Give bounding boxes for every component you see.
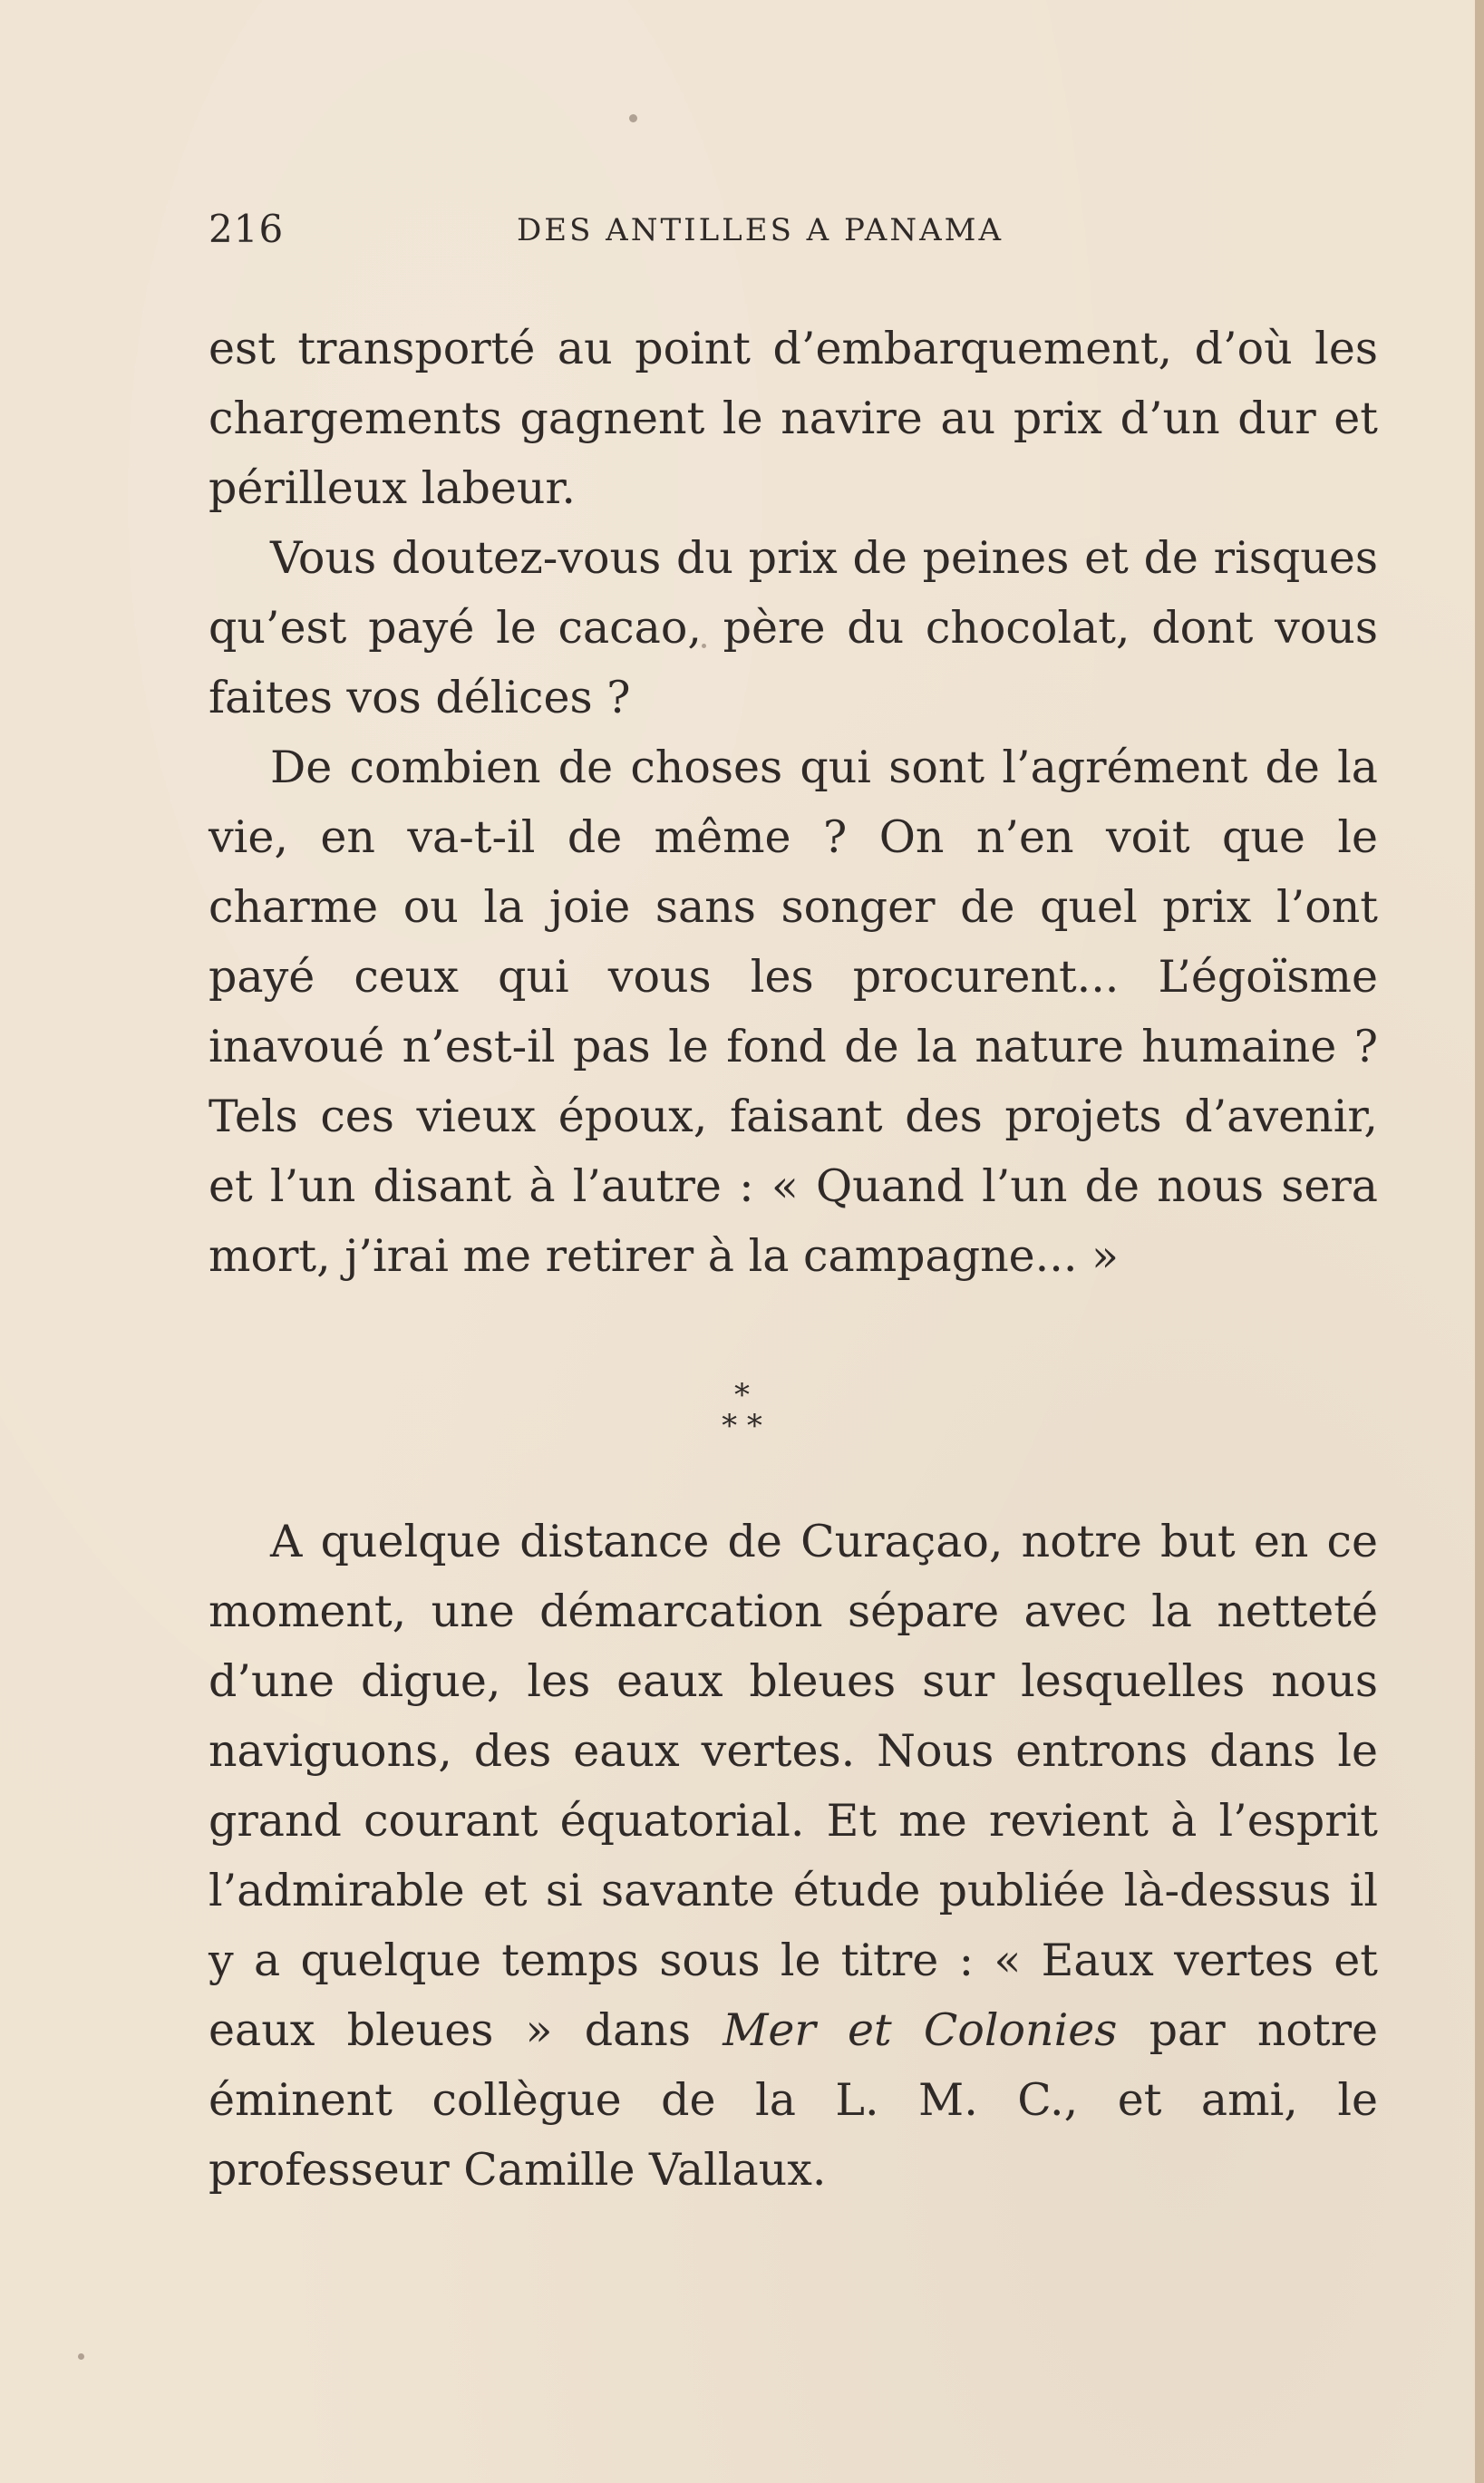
running-title: DES ANTILLES A PANAMA	[517, 212, 1004, 248]
page-edge	[1475, 0, 1484, 2483]
separator-asterisks-bottom: * *	[722, 1408, 762, 1444]
paragraph-egoisme: De combien de choses qui sont l’agrément de la vie, en va-t-il de même ? On n’en voit que le charme ou la joie sans songer de quel prix l’ont payé ceux qui vous les procurent... L’égoïsme inavoué n’est-il pas le fond de la nature humaine ? Tels ces vieux époux, faisant des projets d’avenir, et l’un disant à l’autre : « Quand l’un de nous sera mort, j’irai me retirer à la campagne... »	[209, 742, 1378, 1282]
text-block-bottom	[209, 1507, 1378, 2205]
paragraph-continuation: est transporté au point d’embarquement, d’où les chargements gagnent le navire au prix d’un dur et périlleux labeur.	[209, 323, 1378, 514]
page-number: 216	[209, 207, 285, 251]
paragraph-text-end: par notre éminent collègue de la L. M. C., et ami, le professeur Camille Vallaux.	[209, 2004, 1378, 2196]
separator-asterisk-top: *	[734, 1377, 750, 1413]
paper-speck	[78, 2353, 84, 2360]
paragraph-text: A quelque distance de Curaçao, notre but en ce moment, une démarcation sépare avec la netteté d’une digue, les eaux bleues sur lesquelles nous naviguons, des eaux vertes. Nous entrons dans le grand courant équatorial. Et me revient à l’esprit l’admirable et si savante étude publiée là-dessus il y a quelque temps sous le titre : « Eaux vertes et eaux bleues » dans	[209, 1516, 1378, 2056]
paragraph-cacao: Vous doutez-vous du prix de peines et de risques qu’est payé le cacao, père du chocolat, dont vous faites vos délices ?	[209, 532, 1378, 723]
paragraph-curacao	[209, 1507, 1378, 2205]
page-header	[209, 207, 1378, 261]
text-block-top	[209, 314, 1378, 1291]
journal-title-italic: Mer et Colonies	[723, 2004, 1118, 2056]
paper-speck	[629, 114, 637, 122]
section-separator	[0, 1377, 1484, 1452]
